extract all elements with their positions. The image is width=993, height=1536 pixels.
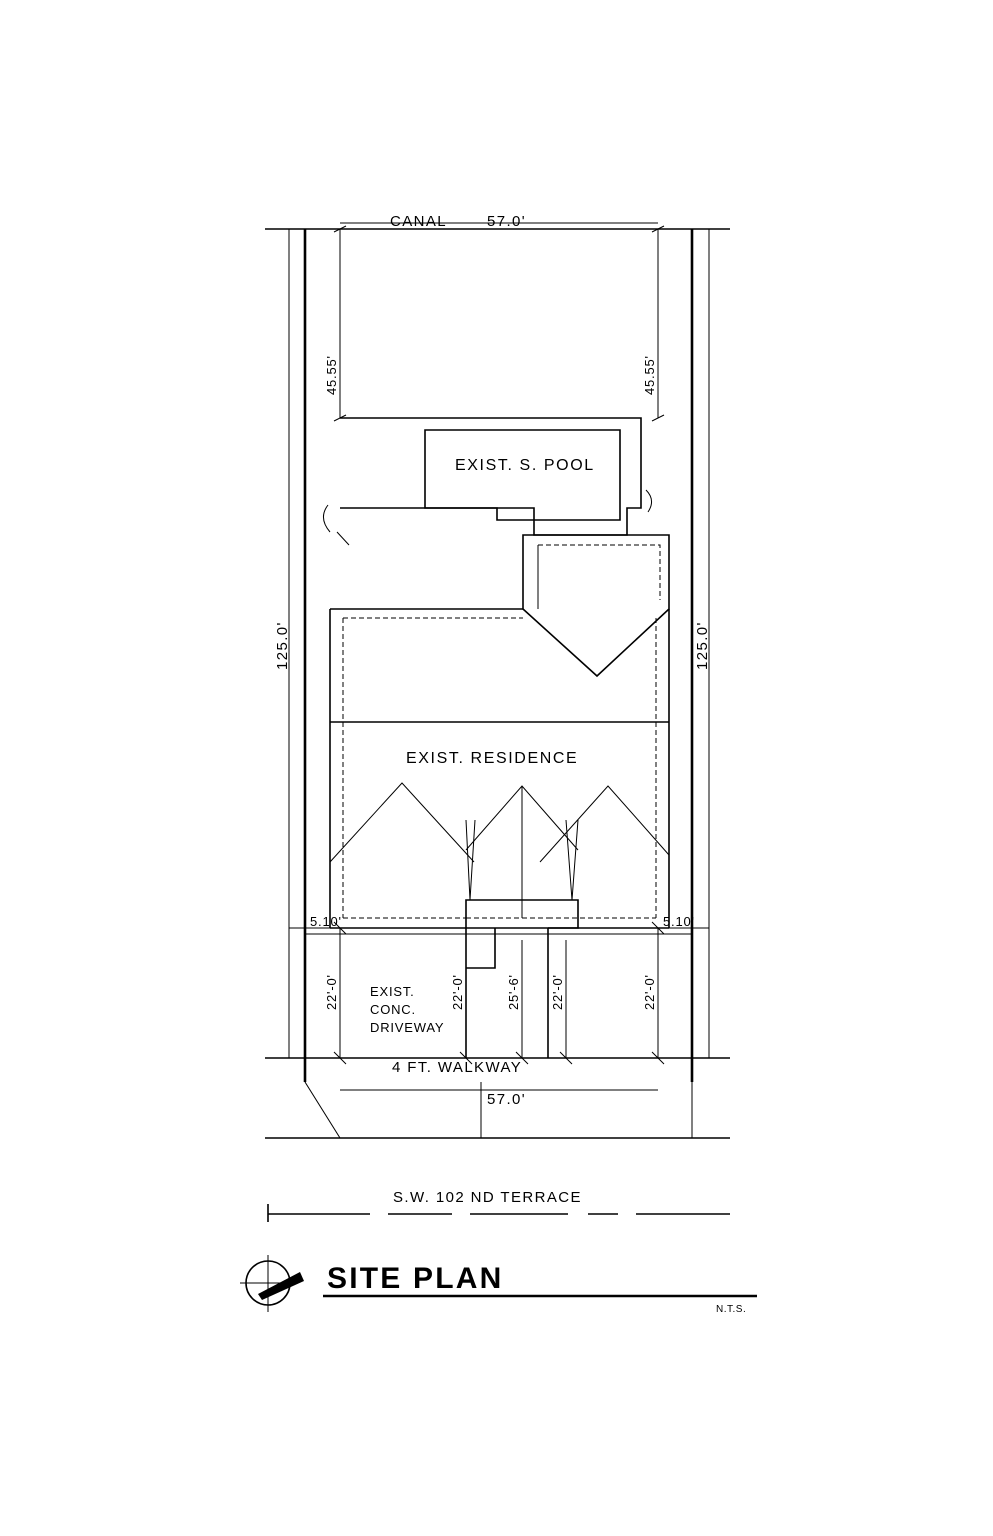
pool-deck-group bbox=[323, 418, 651, 545]
street-centerline-group bbox=[268, 1204, 730, 1222]
front-dim-label-1: 22'-0' bbox=[324, 974, 339, 1010]
roof-gable-left bbox=[330, 783, 474, 862]
drawing-title: SITE PLAN bbox=[327, 1262, 504, 1295]
roof-valley-right bbox=[566, 820, 578, 900]
pool-outline bbox=[425, 430, 620, 520]
depth-left-label: 125.0' bbox=[274, 621, 291, 670]
roof-gable-right bbox=[540, 786, 669, 862]
canal-label: CANAL bbox=[390, 213, 448, 230]
rear-bay-outline bbox=[523, 535, 669, 676]
roof-valley-left bbox=[466, 820, 475, 900]
rear-setback-right-label: 45.55' bbox=[642, 355, 657, 395]
side-setback-right-label: 5.10' bbox=[663, 914, 695, 929]
side-setback-left-label: 5.10' bbox=[310, 914, 342, 929]
walkway-label: 4 FT. WALKWAY bbox=[392, 1059, 523, 1076]
deck-step-left-icon bbox=[323, 505, 330, 532]
residence-label: EXIST. RESIDENCE bbox=[406, 750, 579, 767]
pool-label: EXIST. S. POOL bbox=[455, 457, 595, 474]
lot-corner-left-splay bbox=[305, 1082, 340, 1138]
rear-bay-group bbox=[523, 535, 669, 676]
rear-setback-left-label: 45.55' bbox=[324, 355, 339, 395]
street-label: S.W. 102 ND TERRACE bbox=[393, 1189, 582, 1206]
north-arrow-needle bbox=[258, 1272, 304, 1300]
driveway-label-line-1: EXIST. bbox=[370, 984, 415, 999]
scale-note: N.T.S. bbox=[716, 1304, 747, 1315]
front-dim-label-5: 22'-0' bbox=[642, 974, 657, 1010]
driveway-label-line-2: CONC. bbox=[370, 1002, 416, 1017]
driveway-group bbox=[305, 928, 692, 1058]
front-dim-label-2: 22'-0' bbox=[450, 974, 465, 1010]
deck-edge-tick bbox=[337, 532, 349, 545]
deck-step-right-icon bbox=[646, 490, 652, 512]
pool-deck-outline bbox=[340, 418, 641, 535]
street-centerline-symbol bbox=[268, 1204, 278, 1222]
top-width-label: 57.0' bbox=[487, 213, 527, 230]
depth-right-label: 125.0' bbox=[694, 621, 711, 670]
rear-setback-dimensions bbox=[334, 226, 664, 421]
bottom-width-label: 57.0' bbox=[487, 1091, 527, 1108]
rear-bay-inner-dash bbox=[538, 545, 660, 600]
driveway-label-line-3: DRIVEWAY bbox=[370, 1020, 445, 1035]
front-dim-label-4: 22'-0' bbox=[550, 974, 565, 1010]
front-dim-label-3: 25'-6' bbox=[506, 974, 521, 1010]
